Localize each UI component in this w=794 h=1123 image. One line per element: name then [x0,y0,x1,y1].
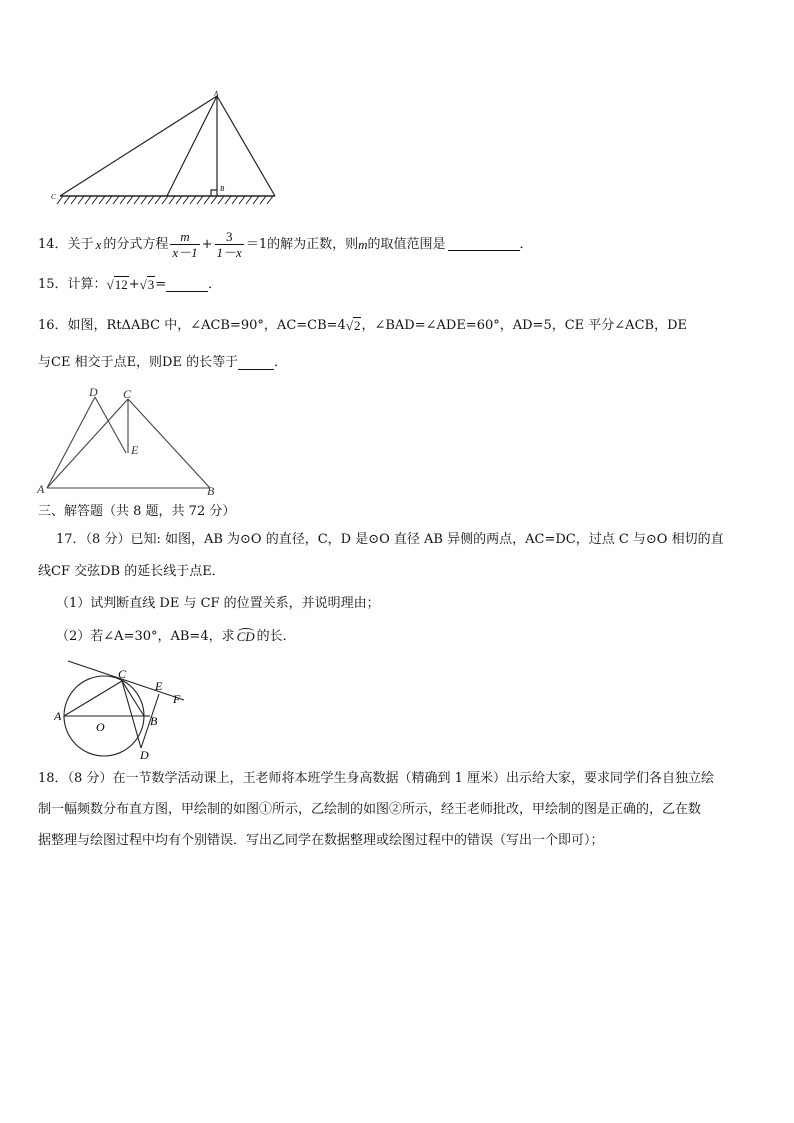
arc-mark-icon [238,628,254,635]
ground-hatch-line [113,196,119,204]
q14-frac2-num: 3 [225,229,233,244]
q14-number: 14． [38,236,68,252]
question-17-sub-2 [56,628,296,646]
question-17-line-2: 线CF 交弦DB 的延长线于点E． [38,564,225,579]
q15-number: 15． [38,277,68,292]
ground-hatch-line [78,196,84,204]
q14-text-d: 的取值范围是 [367,236,446,252]
q14-fraction-2 [215,229,244,260]
q16-number: 16． [38,318,68,333]
label-f: F [173,692,181,706]
q14-frac1-den: x－1 [172,245,198,260]
q15-sqrt-12: √12 [106,277,128,292]
ground-hatch-line [239,196,245,204]
label-c: C [123,387,132,401]
question-17-line-1: 17．（8 分）已知: 如图，AB 为⊙O 的直径，C，D 是⊙O 直径 AB 异侧的两点，AC=DC，过点 C 与⊙O 相切的直 [56,532,724,547]
q14-answer-blank[interactable] [448,238,520,251]
question-17-sub-1: （1）试判断直线 DE 与 CF 的位置关系，并说明理由； [56,596,380,611]
q17-arc-cd [237,628,255,646]
ground-hatch-line [253,196,259,204]
ground-hatch-line [169,196,175,204]
ground-hatch-line [260,196,266,204]
q15-rad-2: 3 [147,277,155,292]
question-15 [38,276,221,294]
question-18-line-1: 18．（8 分）在一节数学活动课上，王老师将本班学生身高数据（精确到 1 厘米）出示给大家，要求同学们各自独立绘 [38,771,714,786]
question-14 [38,229,533,260]
q14-equals: ＝1 [245,236,268,252]
ground-hatch-line [190,196,196,204]
label-a: A [54,709,62,723]
label-d: D [89,385,98,399]
q15-rad-1: 12 [114,277,128,292]
ground-hatch-line [127,196,133,204]
q15-equals: = [155,277,167,292]
ground-hatch-line [64,196,70,204]
q17-arc-label: CD [236,629,255,644]
q16-line1-b: ，∠BAD=∠ADE=60°，AD=5，CE 平分∠ACB，DE [361,318,687,333]
question-18-line-2: 制一幅频数分布直方图，甲绘制的如图①所示，乙绘制的如图②所示，经王老师批改，甲绘制的图是正确的，乙在数 [38,802,702,817]
ground-hatch-line [225,196,231,204]
ground-hatch-line [204,196,210,204]
q17-sub2-a: （2）若∠A=30°，AB=4，求 [56,629,235,644]
ground-hatch-line [57,196,63,204]
q14-text-a: 关于 [67,236,94,252]
label-a: A [214,90,219,98]
q14-var-m: m [358,236,368,252]
ground-hatch-line [162,196,168,204]
q15-text: 计算： [67,277,107,292]
ground-hatch-line [211,196,217,204]
q16-rad: 2 [353,318,361,333]
q16-line1-a: 如图，RtΔABC 中，∠ACB=90°，AC=CB=4 [67,318,346,333]
question-16-line-1 [38,317,687,335]
ground-hatch-line [246,196,252,204]
q14-frac2-den: 1－x [216,245,242,260]
label-o: O [96,720,105,734]
label-b: B [220,185,225,193]
q14-frac1-num: m [180,229,190,244]
q14-plus: + [201,236,213,252]
triangle-ground-figure [45,88,285,208]
label-c: C [118,667,127,681]
ground-hatch-line [148,196,154,204]
circle-tangent-figure [54,656,189,764]
q14-text-b: 的分式方程 [103,236,169,252]
ground-hatch-line [106,196,112,204]
ground-hatch-line [197,196,203,204]
label-e: E [155,679,163,693]
ground-hatch-line [232,196,238,204]
q16-sqrt-2: √2 [345,318,361,333]
q14-fraction-1 [170,229,199,260]
q16-line2: 与CE 相交于点E，则DE 的长等于 [38,355,239,370]
q16-end: ． [274,355,288,370]
question-18-line-3: 据整理与绘图过程中均有个别错误．写出乙同学在数据整理或绘图过程中的错误（写出一个即可）； [38,833,604,848]
ground-hatch-line [218,196,224,204]
ground-hatch-line [267,196,273,204]
label-d: D [140,748,149,762]
ground-hatch-line [120,196,126,204]
q15-answer-blank[interactable] [166,279,208,292]
q17-sub2-b: 的长． [256,629,296,644]
ground-hatch-line [155,196,161,204]
section-3-title: 三、解答题（共 8 题，共 72 分） [38,504,236,519]
ground-hatch-line [134,196,140,204]
ground-hatch-line [176,196,182,204]
q14-end: ． [519,236,533,252]
ground-hatch-line [141,196,147,204]
label-a: A [37,482,45,496]
q16-answer-blank[interactable] [238,357,274,370]
ground-hatch-line [85,196,91,204]
question-16-line-2 [38,354,287,372]
ground-hatch-line [99,196,105,204]
ground-hatch-line [71,196,77,204]
triangle-abc-figure [35,385,225,500]
q14-var-x: x [95,236,102,252]
label-b: B [207,484,215,498]
q15-plus: + [128,277,140,292]
ground-hatch-line [183,196,189,204]
label-e: E [131,443,139,457]
q15-sqrt-3: √3 [139,277,155,292]
ground-hatch-line [92,196,98,204]
label-c: C [51,193,56,201]
q15-end: ． [208,277,222,292]
label-b: B [150,714,158,728]
q14-text-c: 的解为正数，则 [267,236,359,252]
